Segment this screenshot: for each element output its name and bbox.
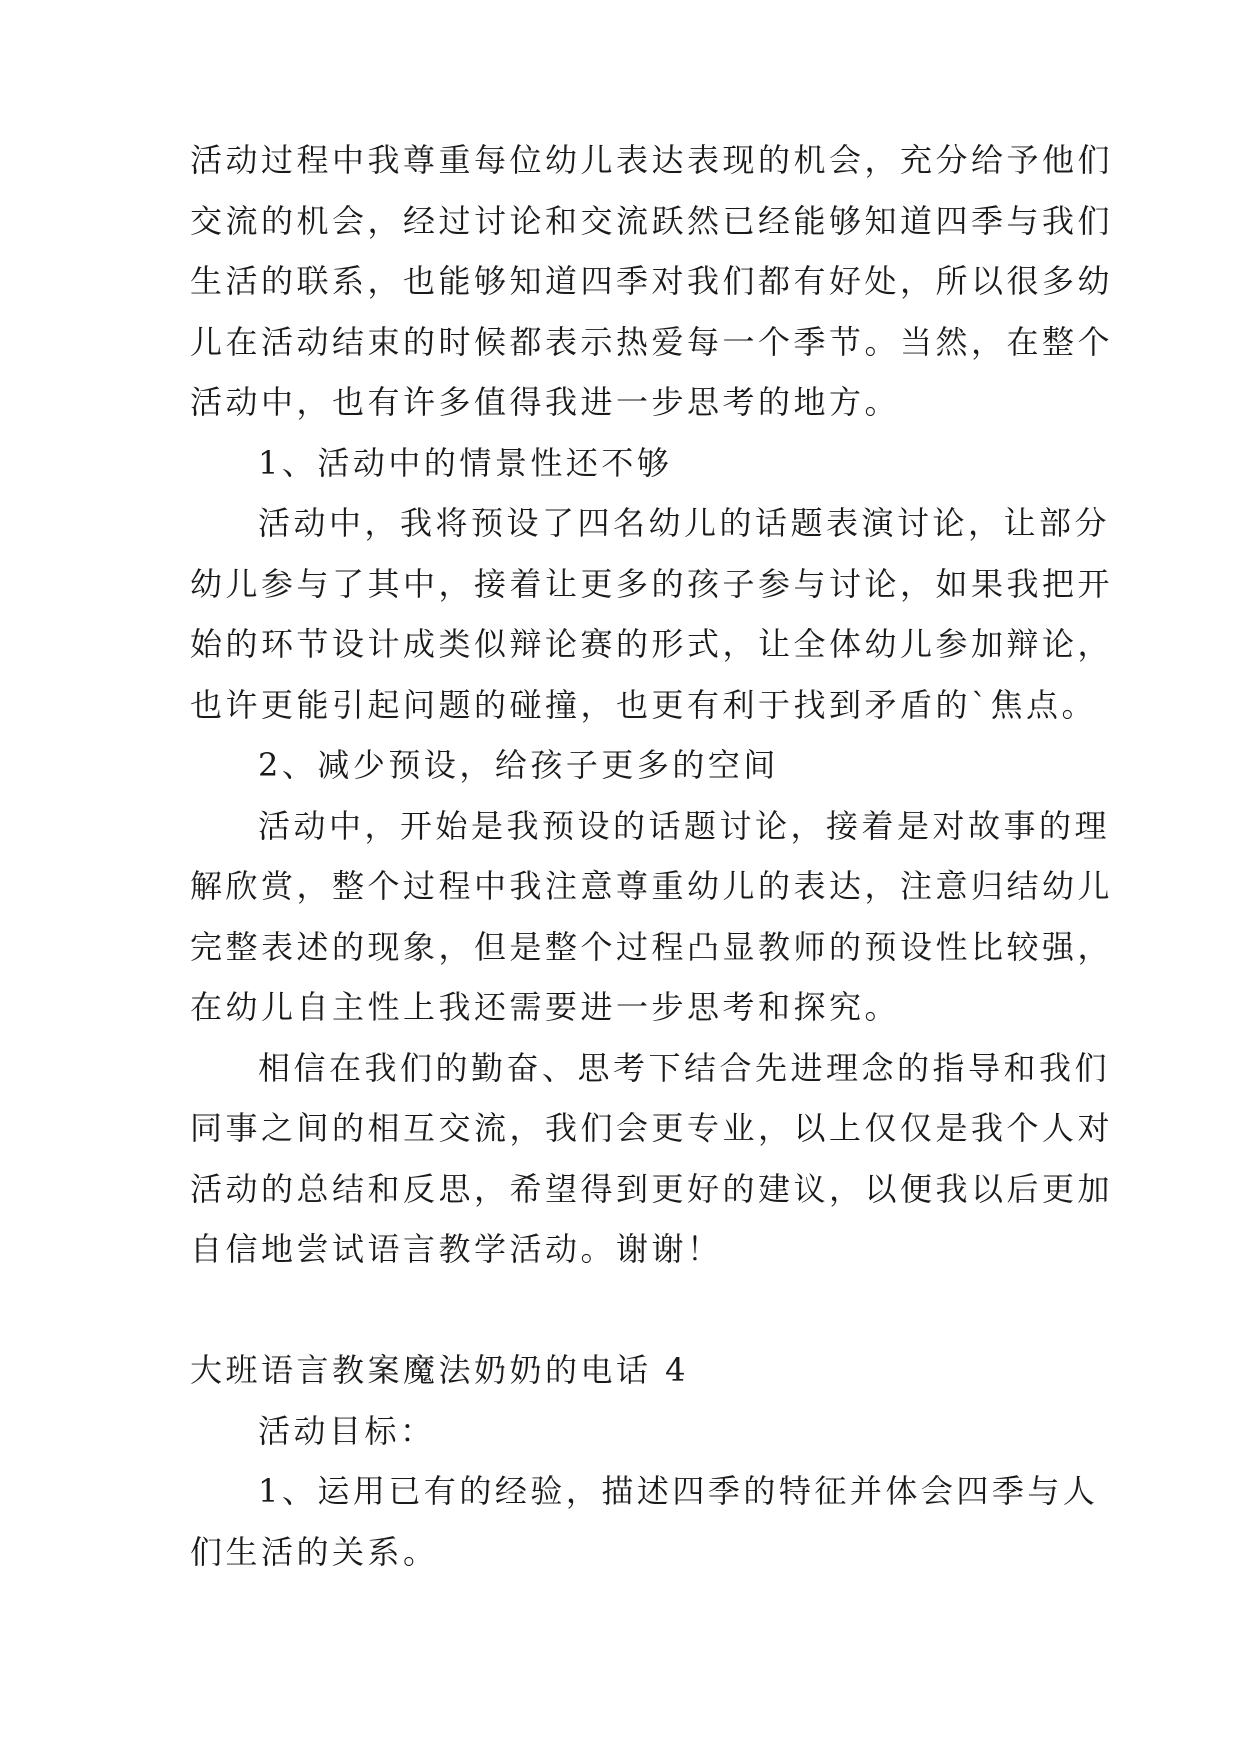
section-spacer xyxy=(190,1280,1060,1341)
subheading-line: 2、减少预设，给孩子更多的空间 xyxy=(258,746,779,784)
text-line: 同事之间的相互交流，我们会更专业，以上仅仅是我个人对 xyxy=(190,1109,1114,1147)
text-line: 在幼儿自主性上我还需要进一步思考和探究。 xyxy=(190,988,901,1026)
subheading-line: 1、活动中的情景性还不够 xyxy=(258,443,673,482)
text-line: 1、运用已有的经验，描述四季的特征并体会四季与人 xyxy=(258,1472,1099,1510)
text-line: 自信地尝试语言教学活动。谢谢！ xyxy=(190,1230,723,1268)
section-title: 大班语言教案魔法奶奶的电话 4 xyxy=(190,1351,690,1389)
text-line: 始的环节设计成类似辩论赛的形式，让全体幼儿参加辩论， xyxy=(190,625,1114,663)
text-line: 也许更能引起问题的碰撞，也更有利于找到矛盾的`焦点。 xyxy=(190,685,1098,724)
text-line: 完整表述的现象，但是整个过程凸显教师的预设性比较强， xyxy=(190,927,1114,966)
text-line: 活动中，开始是我预设的话题讨论，接着是对故事的理 xyxy=(258,806,1111,845)
text-line: 交流的机会，经过讨论和交流跃然已经能够知道四季与我们 xyxy=(190,201,1114,240)
text-line: 活动中，我将预设了四名幼儿的话题表演讨论，让部分 xyxy=(258,504,1111,542)
text-line: 活动过程中我尊重每位幼儿表达表现的机会，充分给予他们 xyxy=(190,141,1114,179)
text-line: 儿在活动结束的时候都表示热爱每一个季节。当然，在整个 xyxy=(190,322,1114,361)
text-line: 活动目标： xyxy=(258,1411,436,1450)
text-line: 们生活的关系。 xyxy=(190,1532,439,1571)
text-line: 幼儿参与了其中，接着让更多的孩子参与讨论，如果我把开 xyxy=(190,564,1114,603)
text-line: 生活的联系，也能够知道四季对我们都有好处，所以很多幼 xyxy=(190,262,1114,300)
text-line: 活动的总结和反思，希望得到更好的建议，以便我以后更加 xyxy=(190,1169,1114,1208)
text-line: 解欣赏，整个过程中我注意尊重幼儿的表达，注意归结幼儿 xyxy=(190,867,1114,905)
document-body xyxy=(190,130,1114,1582)
text-line: 相信在我们的勤奋、思考下结合先进理念的指导和我们 xyxy=(258,1048,1111,1087)
text-line: 活动中，也有许多值得我进一步思考的地方。 xyxy=(190,383,901,421)
